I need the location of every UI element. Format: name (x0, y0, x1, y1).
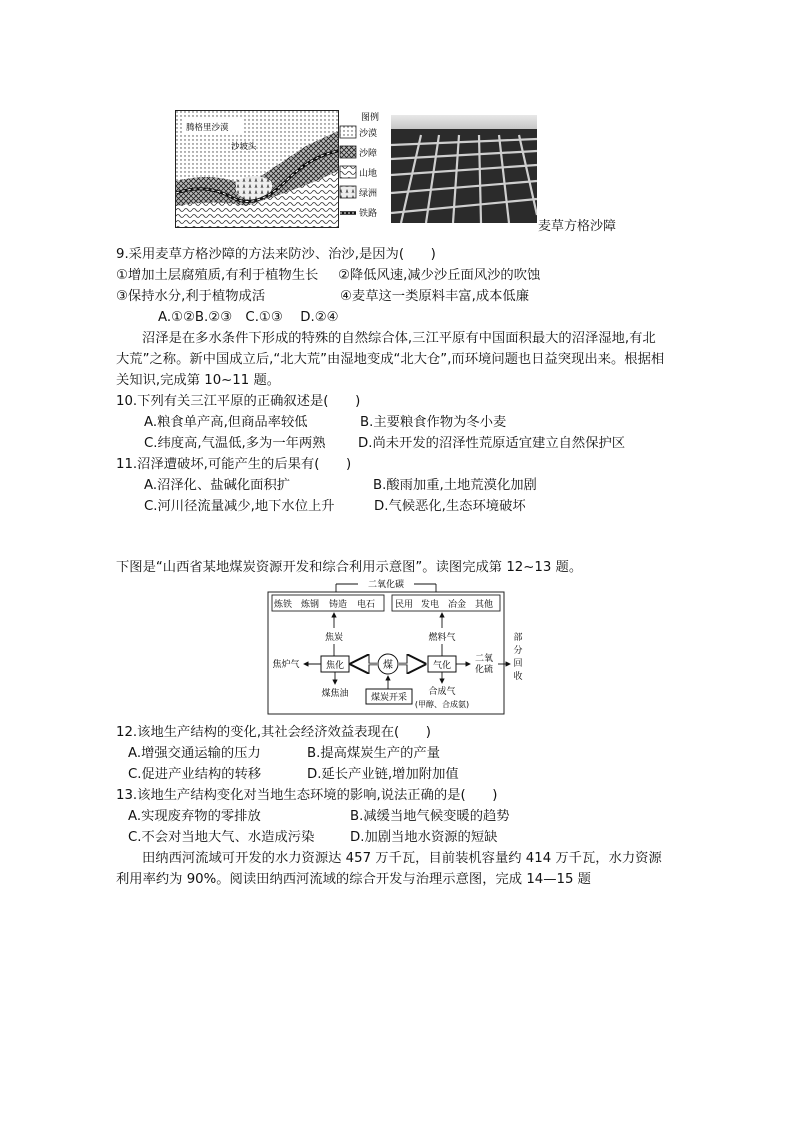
use-civil: 民用 (394, 600, 414, 610)
q11-stem: 11.沼泽遭破坏,可能产生的后果有( ) (116, 457, 352, 472)
q9-statement-4: ④麦草这一类原料丰富,成本低廉 (340, 289, 530, 304)
q10-option-d: D.尚未开发的沼泽性荒原适宜建立自然保护区 (358, 436, 626, 451)
coke-oven-gas-label: 焦炉气 (272, 660, 300, 670)
coal-node: 煤 (383, 660, 393, 671)
q11-option-d: D.气候恶化,生态环境破坏 (374, 499, 526, 514)
use-steelmaking: 炼钢 (300, 600, 320, 610)
desert-map-drawing (176, 111, 338, 227)
recycle-4: 收 (513, 672, 523, 682)
coking-node: 焦化 (325, 661, 345, 671)
q9-statement-3: ③保持水分,利于植物成活 (116, 289, 266, 304)
q11-option-c: C.河川径流量减少,地下水位上升 (144, 499, 335, 514)
q13-option-a: A.实现废弃物的零排放 (128, 809, 261, 824)
passage1-line1: 沼泽是在多水条件下形成的特殊的自然综合体,三江平原有中国面积最大的沼泽湿地,有北 (142, 331, 656, 346)
recycle-2: 分 (513, 646, 523, 656)
so2-label-2: 化硫 (474, 665, 494, 675)
q13-stem: 13.该地生产结构变化对当地生态环境的影响,说法正确的是( ) (116, 788, 498, 803)
coal-tar-label: 煤焦油 (321, 689, 349, 699)
map-label-tengger: 腾格里沙漠 (186, 123, 229, 133)
q13-option-d: D.加剧当地水资源的短缺 (350, 830, 498, 845)
q12-stem: 12.该地生产结构的变化,其社会经济效益表现在( ) (116, 725, 431, 740)
use-other: 其他 (474, 600, 494, 610)
q9-statement-1: ①增加土层腐殖质,有利于植物生长 (116, 268, 319, 283)
q12-option-d: D.延长产业链,增加附加值 (307, 767, 459, 782)
coal-diagram-drawing (266, 576, 532, 716)
q11-option-a: A.沼泽化、盐碱化面积扩 (144, 478, 291, 493)
legend-oasis: 绿洲 (359, 189, 378, 199)
passage1-line3: 关知识,完成第 10~11 题。 (116, 373, 281, 388)
syngas-label: 合成气 (428, 687, 456, 697)
legend-barrier: 沙障 (359, 149, 378, 159)
straw-grid-photo (391, 115, 537, 223)
passage1-line2: 大荒”之称。新中国成立后,“北大荒”由湿地变成“北大仓”,而环境问题也日益突现出来。根据相 (116, 352, 665, 367)
q11-option-b: B.酸雨加重,土地荒漠化加剧 (373, 478, 537, 493)
syngas-note: (甲醇、合成氨) (414, 700, 470, 709)
map-label-shapotou: 沙坡头 (231, 142, 257, 152)
q9-stem: 9.采用麦草方格沙障的方法来防沙、治沙,是因为( ) (116, 247, 436, 262)
fuel-gas-label: 燃料气 (428, 633, 456, 643)
q9-options: A.①②B.②③ C.①③ D.②④ (158, 310, 339, 325)
use-power: 发电 (420, 600, 440, 610)
passage3-line2: 利用率约为 90%。阅读田纳西河流域的综合开发与治理示意图，完成 14—15 题 (116, 872, 591, 887)
so2-label-1: 二氧 (474, 654, 494, 664)
desert-map (175, 110, 339, 228)
legend-railway: 铁路 (359, 209, 378, 219)
passage3-line1: 田纳西河流域可开发的水力资源达 457 万千瓦，目前装机容量约 414 万千瓦，水力资源 (142, 851, 662, 866)
coal-mining-node: 煤炭开采 (370, 693, 408, 703)
legend-desert: 沙漠 (359, 129, 378, 139)
use-ironmaking: 炼铁 (273, 600, 293, 610)
q9-statement-2: ②降低风速,减少沙丘面风沙的吹蚀 (338, 268, 541, 283)
q12-option-c: C.促进产业结构的转移 (128, 767, 262, 782)
straw-grid-photo-drawing (391, 115, 537, 223)
q12-option-b: B.提高煤炭生产的产量 (307, 746, 441, 761)
co2-label: 二氧化碳 (367, 580, 405, 590)
gasification-node: 气化 (432, 661, 452, 671)
q10-stem: 10.下列有关三江平原的正确叙述是( ) (116, 394, 361, 409)
legend-drawing (339, 110, 391, 226)
recycle-1: 部 (513, 633, 523, 643)
legend-title: 图例 (361, 113, 380, 123)
use-calcium-carbide: 电石 (356, 600, 376, 610)
use-casting: 铸造 (328, 600, 348, 610)
figure2-intro: 下图是“山西省某地煤炭资源开发和综合利用示意图”。读图完成第 12~13 题。 (116, 560, 583, 575)
map-legend (339, 110, 391, 226)
q13-option-b: B.减缓当地气候变暖的趋势 (350, 809, 510, 824)
coal-utilization-diagram (266, 576, 532, 716)
legend-mountain: 山地 (359, 169, 378, 179)
q10-option-b: B.主要粮食作物为冬小麦 (360, 415, 507, 430)
recycle-3: 回 (513, 659, 523, 669)
q12-option-a: A.增强交通运输的压力 (128, 746, 261, 761)
q10-option-a: A.粮食单产高,但商品率较低 (144, 415, 308, 430)
q10-option-c: C.纬度高,气温低,多为一年两熟 (144, 436, 326, 451)
q13-option-c: C.不会对当地大气、水造成污染 (128, 830, 315, 845)
coke-label: 焦炭 (324, 633, 344, 643)
photo-caption: 麦草方格沙障 (538, 219, 617, 234)
use-metallurgy: 冶金 (447, 600, 467, 610)
